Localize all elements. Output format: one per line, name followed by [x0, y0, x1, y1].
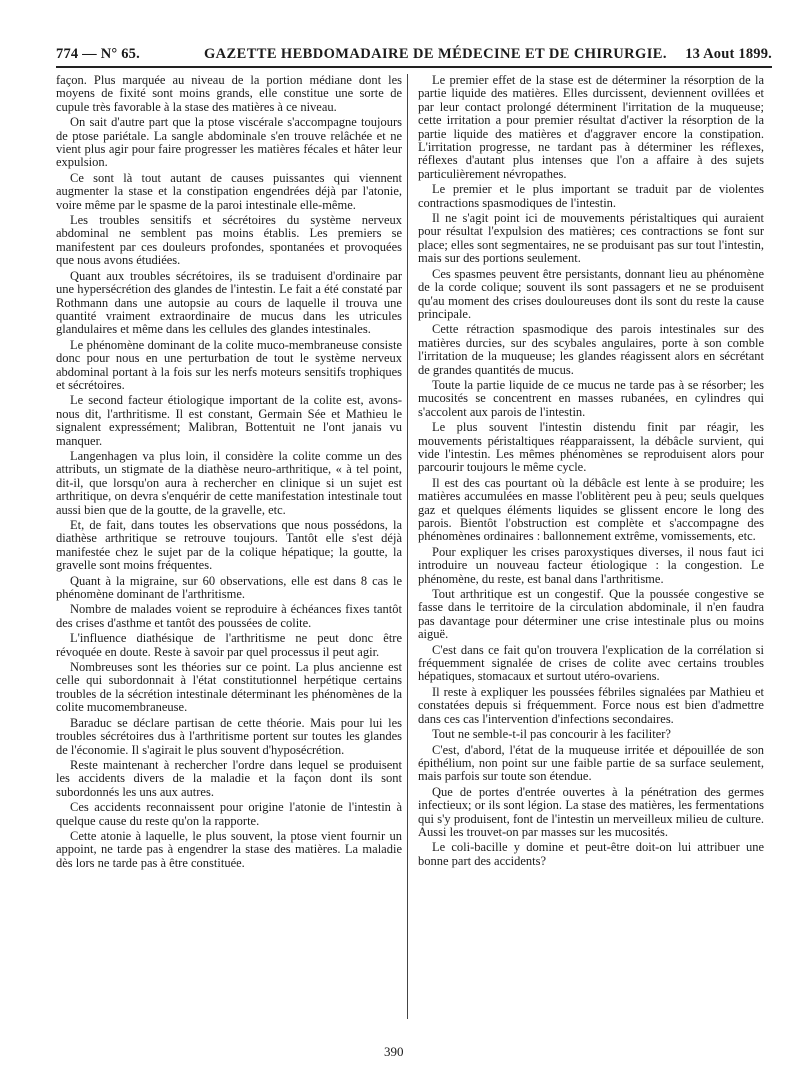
paragraph: Le premier effet de la stase est de déterminer la résorption de la partie liquide des matières. Elles durcissent, deviennent ovillées et par leur contact prolongé déterminent l'irritation de la muqueuse; cette irritation a pour premier résultat d'activer la résorption de la partie liquide des matières et d'aggraver encore la constipation. L'irritation progresse, ne tardant pas à déterminer les réflexes, réflexes d'autant plus intenses que l'on a affaire à des sujets particulièrement névropathes. [418, 74, 764, 181]
right-column [418, 74, 764, 1024]
paragraph: Tout arthritique est un congestif. Que la poussée congestive se fasse dans le territoire de la circulation abdominale, il n'en faudra pas davantage pour déterminer une crise intestinale plus ou moins aiguë. [418, 587, 764, 642]
paragraph: façon. Plus marquée au niveau de la portion médiane dont les moyens de fixité sont moins grands, elle constitue une sorte de cupule très favorable à la stase des matières à ce niveau. [56, 74, 402, 114]
paragraph: Ces spasmes peuvent être persistants, donnant lieu au phénomène de la corde colique; souvent ils sont passagers et ne se produisent qu'au moment des crises douloureuses dont ils sont du reste la cause principale. [418, 266, 764, 321]
paragraph: Il reste à expliquer les poussées fébriles signalées par Mathieu et constatées depuis si fréquemment. Force nous est bien d'admettre dans ces cas l'intervention d'infections secondaires. [418, 684, 764, 726]
paragraph: C'est, d'abord, l'état de la muqueuse irritée et dépouillée de son épithélium, non point sur une faible partie de sa surface seulement, mais parfois sur toute son étendue. [418, 742, 764, 784]
paragraph: Nombreuses sont les théories sur ce point. La plus ancienne est celle qui subordonnait à l'état constitutionnel herpétique certains troubles de la sécrétion intestinale déterminant les phénomènes de la colite mucomembraneuse. [56, 660, 402, 715]
paragraph: Il est des cas pourtant où la débâcle est lente à se produire; les matières accumulées en masse l'oblitèrent peu à peu; seuls quelques gaz et quelques éléments liquides se glissent encore le long des parois. Bientôt l'obstruction est complète et s'accompagne des phénomènes ordinaires : ballonnement extrême, vomissements, etc. [418, 475, 764, 544]
paragraph: C'est dans ce fait qu'on trouvera l'explication de la corrélation si fréquemment signalée de crises de colite avec certains troubles hépatiques, stomacaux et surtout utéro-ovariens. [418, 642, 764, 684]
paragraph: Cette atonie à laquelle, le plus souvent, la ptose vient fournir un appoint, ne tarde pas à engendrer la stase des matières. La maladie dès lors ne tarde pas à être constituée. [56, 828, 402, 870]
paragraph: Que de portes d'entrée ouvertes à la pénétration des germes infectieux; or ils sont légion. La stase des matières, les fermentations qui s'y produisent, font de l'intestin un merveilleux milieu de culture. Aussi les trouvet-on par masses sur les mucosités. [418, 784, 764, 839]
paragraph: Langenhagen va plus loin, il considère la colite comme un des attributs, un stigmate de la diathèse neuro-arthritique, « à tel point, dit-il, que lorsqu'on aura à rechercher en clinique si un sujet est arthritique, on devra s'enquérir de cette manifestation intestinale tout aussi bien que de la goutte, de la gravelle, etc. [56, 448, 402, 517]
paragraph: Quant aux troubles sécrétoires, ils se traduisent d'ordinaire par une hypersécrétion des glandes de l'intestin. Le fait a été constaté par Rothmann dans une autopsie au cours de laquelle il trouva une quantité vraiment extraordinaire de mucus dans les utricules glandulaires et même dans les cellules des glandes intestinales. [56, 268, 402, 337]
issue-date: 13 Aout 1899. [685, 46, 772, 62]
journal-title: GAZETTE HEBDOMADAIRE DE MÉDECINE ET DE CHIRURGIE. [204, 46, 667, 62]
paragraph: Cette rétraction spasmodique des parois intestinales sur des matières durcies, sur des scybales angulaires, porte à son comble l'irritation de la muqueuse; les glandes réagissent alors en sécrétant de grandes quantités de mucus. [418, 322, 764, 377]
header-rule [56, 66, 772, 68]
paragraph: Tout ne semble-t-il pas concourir à les faciliter? [432, 727, 671, 742]
page-header [56, 42, 772, 68]
paragraph: Baraduc se déclare partisan de cette théorie. Mais pour lui les troubles sécrétoires dus à l'arthritisme portent sur toutes les glandes de l'économie. Il s'agirait le plus souvent d'hyposécrétion. [56, 715, 402, 757]
paragraph: On sait d'autre part que la ptose viscérale s'accompagne toujours de ptose pariétale. La sangle abdominale s'en trouve relâchée et ne vient plus agir pour faire progresser les matières fécales et hâter leur expulsion. [56, 115, 402, 170]
paragraph: Les troubles sensitifs et sécrétoires du système nerveux abdominal ne semblent pas moins établis. Les premiers se manifestent par ces douleurs profondes, spontanées et provoquées que nous avons étudiées. [56, 213, 402, 268]
paragraph: Toute la partie liquide de ce mucus ne tarde pas à se résorber; les mucosités se concentrent en masses rubanées, en cylindres qui s'accolent aux parois de l'intestin. [418, 377, 764, 419]
paragraph: Pour expliquer les crises paroxystiques diverses, il nous faut ici introduire un nouveau facteur étiologique : la congestion. Le phénomène, du reste, est banal dans l'arthritisme. [418, 544, 764, 586]
paragraph: Ces accidents reconnaissent pour origine l'atonie de l'intestin à quelque cause du reste qu'on la rapporte. [56, 800, 402, 828]
paragraph: Le coli-bacille y domine et peut-être doit-on lui attribuer une bonne part des accidents? [418, 840, 764, 868]
paragraph: Nombre de malades voient se reproduire à échéances fixes tantôt des crises d'asthme et tantôt des poussées de colite. [56, 602, 402, 630]
paragraph: Le second facteur étiologique important de la colite est, avons-nous dit, l'arthritisme. Il est constant, Germain Sée et Mathieu le signalent expressément; Malibran, Bottentuit ne l'ont janais vu manquer. [56, 393, 402, 448]
paragraph: Quant à la migraine, sur 60 observations, elle est dans 8 cas le phénomène dominant de l'arthritisme. [56, 573, 402, 602]
column-divider [407, 74, 408, 1019]
page-number-issue: 774 — N° 65. [56, 46, 140, 62]
paragraph: Le premier et le plus important se traduit par de violentes contractions spasmodiques de l'intestin. [418, 182, 764, 210]
paragraph: Ce sont là tout autant de causes puissantes qui viennent augmenter la stase et la constipation engendrées déjà par l'atonie, voire même par le spasme de la paroi intestinale elle-même. [56, 170, 402, 212]
paragraph: Et, de fait, dans toutes les observations que nous possédons, la diathèse arthritique se retrouve toujours. Tantôt elle s'est déjà manifestée chez le sujet par de la colique hépatique; la goutte, la gravelle sont moins fréquentes. [56, 518, 402, 573]
paragraph: Le plus souvent l'intestin distendu finit par réagir, les mouvements péristaltiques réapparaissent, la débâcle survient, qui vide l'intestin. Les mêmes phénomènes se reproduisent alors pour parcourir toujours le même cycle. [418, 420, 764, 475]
folio-number: 390 [384, 1044, 404, 1059]
left-column [56, 74, 402, 1024]
paragraph: L'influence diathésique de l'arthritisme ne peut donc être révoquée en doute. Reste à savoir par quel processus il peut agir. [56, 631, 402, 659]
paragraph: Le phénomène dominant de la colite muco-membraneuse consiste donc pour nous en une perturbation de tout le système nerveux abdominal portant à la fois sur les nerfs moteurs sensitifs trophiques et sécrétoires. [56, 337, 402, 392]
paragraph: Il ne s'agit point ici de mouvements péristaltiques qui auraient pour résultat l'expulsion des matières; ces contractions se font sur place; elles sont segmentaires, ne se produisant pas sur tout l'intestin, mais sur des portions seulement. [418, 211, 764, 266]
paragraph: Reste maintenant à rechercher l'ordre dans lequel se produisent les accidents divers de la maladie et la façon dont ils sont subordonnés les uns aux autres. [56, 757, 402, 799]
